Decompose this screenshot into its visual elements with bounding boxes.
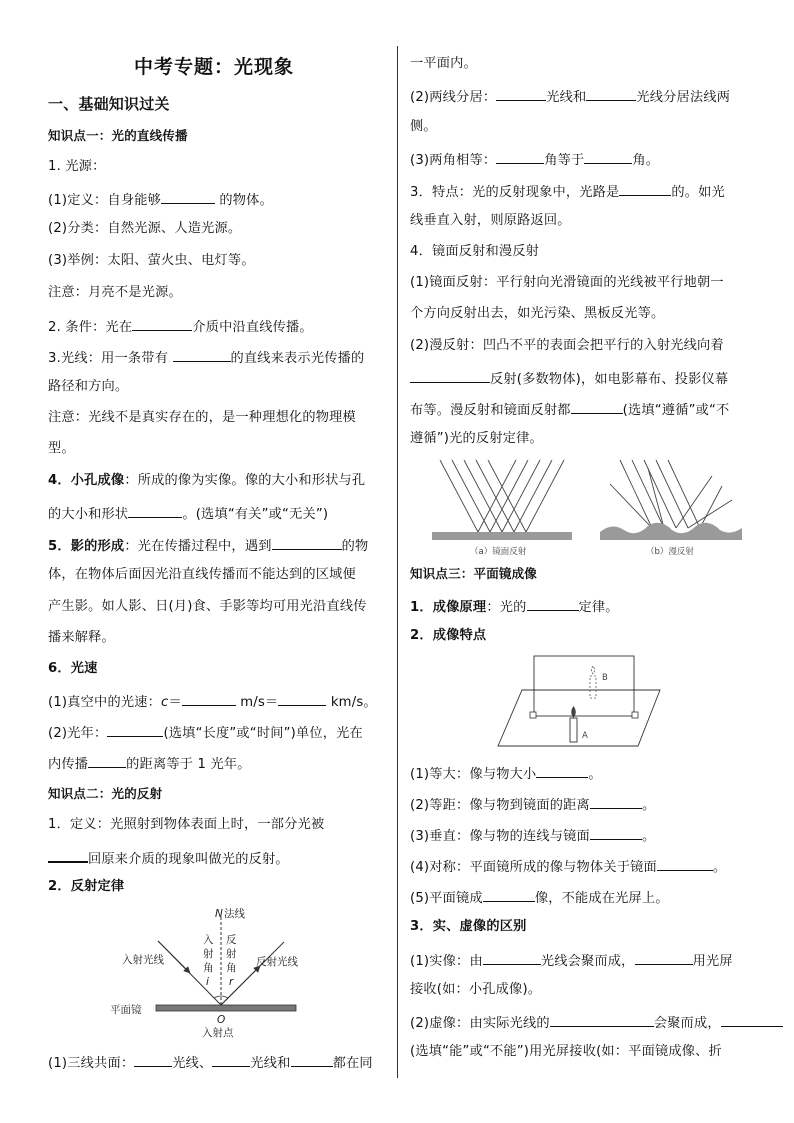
text-line: 注意：月亮不是光源。 [48, 285, 182, 300]
blank [590, 794, 642, 809]
text-line: 型。 [48, 441, 75, 456]
candle-a [570, 718, 577, 742]
text-line: 4．镜面反射和漫反射 [410, 244, 540, 259]
diffuse-ray [668, 460, 700, 528]
incident-point-label: 入射点 [202, 1027, 234, 1039]
plate-stand [632, 712, 638, 718]
text-line: (2)分类：自然光源、人造光源。 [48, 221, 242, 236]
angle-out-char: 射 [226, 948, 237, 960]
text-line: 回原来介质的现象叫做光的反射。 [48, 847, 386, 869]
plane-mirror-figure [490, 652, 670, 750]
blank [536, 763, 588, 778]
knowledge-point-2: 知识点二：光的反射 [48, 786, 163, 801]
text-line: 4．小孔成像：所成的像为实像。像的大小和形状与孔 [48, 473, 366, 488]
text-line: 个方向反射出去，如光污染、黑板反光等。 [410, 306, 665, 321]
smooth-surface [432, 532, 572, 540]
blank [571, 399, 623, 414]
angle-i-label: i [206, 976, 209, 988]
specular-reflection-diagram [432, 460, 572, 557]
angle-in-char: 角 [203, 962, 214, 974]
page-title: 中考专题：光现象 [134, 56, 295, 78]
text-line: (2)等距：像与物到镜面的距离 。 [410, 794, 748, 815]
diffuse-ray [700, 486, 722, 528]
text-line: (5)平面镜成 像，不能成在光屏上。 [410, 887, 748, 908]
blank [584, 149, 632, 164]
caption-a: （a）镜面反射 [470, 547, 527, 557]
text-line: (3)垂直：像与物的连线与镜面 。 [410, 825, 748, 846]
text-line: 路径和方向。 [48, 379, 129, 394]
blank [291, 1052, 333, 1067]
text-line: (1)实像：由 光线会聚而成， 用光屏 [410, 950, 748, 971]
text-line: (1)镜面反射：平行射向光滑镜面的光线被平行地朝一 [410, 275, 724, 290]
plane-mirror [156, 1005, 296, 1011]
blank [496, 149, 544, 164]
reflection-law-figure [110, 905, 310, 1045]
blank [483, 887, 535, 902]
text-line: (2)两线分居： 光线和 光线分居法线两 [410, 86, 748, 107]
diffuse-reflection-diagram [600, 460, 742, 557]
blank [483, 950, 541, 965]
blank [496, 86, 546, 101]
diffuse-ray [620, 460, 652, 528]
blank [132, 316, 192, 331]
specular-ray [478, 460, 516, 532]
normal-label: 法线 [224, 908, 245, 920]
candle-b [590, 676, 596, 698]
text-line: (4)对称：平面镜所成的像与物体关于镜面 。 [410, 856, 748, 877]
text-line: 1. 光源： [48, 159, 106, 174]
text-line: 播来解释。 [48, 630, 115, 645]
section-heading: 一、基础知识过关 [48, 95, 170, 113]
blank [278, 691, 326, 706]
blank [161, 189, 215, 204]
label-b: B [602, 673, 608, 683]
text-line: (3)举例：太阳、萤火虫、电灯等。 [48, 253, 255, 268]
text-line: 3．实、虚像的区别 [410, 919, 527, 934]
text-line: 3.光线：用一条带有 的直线来表示光传播的 [48, 347, 386, 368]
text-line: (1)等大：像与物大小 。 [410, 763, 748, 784]
text-line: (1)三线共面： 光线、 光线和 都在同 [48, 1052, 386, 1073]
text-line: 遵循”)光的反射定律。 [410, 431, 543, 446]
blank [721, 1012, 783, 1027]
blank [134, 1052, 172, 1067]
diffuse-ray [676, 476, 712, 528]
reflection-types-figure [420, 456, 750, 560]
text-line: 6．光速 [48, 661, 98, 676]
blank [550, 1012, 654, 1027]
text-line: 体，在物体后面因光沿直线传播而不能达到的区域便 [48, 567, 356, 582]
text-line: 侧。 [410, 119, 437, 134]
blank [527, 596, 579, 611]
candle-b-flame [592, 666, 595, 674]
text-line: 接收(如：小孔成像)。 [410, 982, 542, 997]
text-line: 2．成像特点 [410, 628, 487, 643]
blank [48, 847, 88, 863]
blank [635, 950, 693, 965]
specular-ray [514, 460, 552, 532]
reflected-label: 反射光线 [256, 956, 298, 968]
text-line: 2．反射定律 [48, 879, 125, 894]
angle-in-char: 射 [203, 948, 214, 960]
text-line: (2)漫反射：凹凸不平的表面会把平行的入射光线向着 [410, 338, 724, 353]
text-line: (1)定义：自身能够 的物体。 [48, 189, 386, 210]
text-line: 线垂直入射，则原路返回。 [410, 213, 571, 228]
diffuse-ray [632, 460, 664, 528]
diffuse-ray [610, 484, 652, 528]
text-line: (3)两角相等： 角等于 角。 [410, 149, 748, 170]
specular-ray [452, 460, 490, 532]
text-line: 布等。漫反射和镜面反射都 (选填“遵循”或“不 [410, 399, 748, 420]
blank [619, 181, 671, 196]
glass-plate [534, 656, 634, 716]
point-o-label: O [217, 1014, 226, 1026]
specular-ray [490, 460, 528, 532]
blank [586, 86, 636, 101]
blank [410, 368, 490, 383]
text-line: 注意：光线不是真实存在的，是一种理想化的物理模 [48, 410, 356, 425]
text-line: 5．影的形成：光在传播过程中，遇到 的物 [48, 535, 386, 556]
text-line: 3．特点：光的反射现象中，光路是 的。如光 [410, 181, 748, 202]
angle-out-char: 反 [226, 934, 237, 946]
blank [590, 825, 642, 840]
column-divider [397, 46, 398, 1078]
text-line: 2. 条件：光在 介质中沿直线传播。 [48, 316, 386, 337]
blank [182, 691, 236, 706]
angle-r-label: r [229, 976, 234, 988]
blank [272, 535, 342, 550]
blank [128, 503, 182, 518]
blank [88, 753, 126, 768]
specular-ray [464, 460, 502, 532]
specular-ray [488, 460, 526, 532]
caption-b: （b）漫反射 [646, 547, 694, 557]
text-line: 一平面内。 [410, 56, 477, 71]
angle-in-char: 入 [203, 934, 214, 946]
angle-out-char: 角 [226, 962, 237, 974]
rough-surface [600, 523, 742, 540]
text-line: 1．定义：光照射到物体表面上时，一部分光被 [48, 817, 325, 832]
blank [173, 347, 231, 362]
text-line: 产生影。如人影、日(月)食、手影等均可用光沿直线传 [48, 599, 367, 614]
text-line: 反射(多数物体)，如电影幕布、投影仪幕 [410, 368, 748, 389]
mirror-label: 平面镜 [110, 1004, 142, 1016]
text-line: 的大小和形状 。(选填“有关”或“无关”) [48, 503, 386, 524]
specular-ray [502, 460, 540, 532]
blank [657, 856, 713, 871]
plate-stand [530, 712, 536, 718]
text-line: (1)真空中的光速：c＝ m/s＝ km/s。 [48, 691, 386, 712]
blank [212, 1052, 250, 1067]
text-line: 内传播 的距离等于 1 光年。 [48, 753, 386, 774]
specular-ray [476, 460, 514, 532]
normal-n-label: N [215, 908, 223, 920]
text-line: (2)虚像：由实际光线的 会聚而成， [410, 1012, 748, 1033]
text-line: (2)光年： (选填“长度”或“时间”)单位，光在 [48, 722, 386, 743]
text-line: (选填“能”或“不能”)用光屏接收(如：平面镜成像、折 [410, 1044, 722, 1059]
incident-label: 入射光线 [122, 954, 164, 966]
knowledge-point-3: 知识点三：平面镜成像 [410, 566, 538, 581]
specular-ray [440, 460, 478, 532]
specular-ray [526, 460, 564, 532]
text-line: 1．成像原理：光的 定律。 [410, 596, 748, 617]
label-a: A [582, 731, 588, 741]
blank [107, 722, 163, 737]
knowledge-point-1: 知识点一：光的直线传播 [48, 128, 188, 143]
